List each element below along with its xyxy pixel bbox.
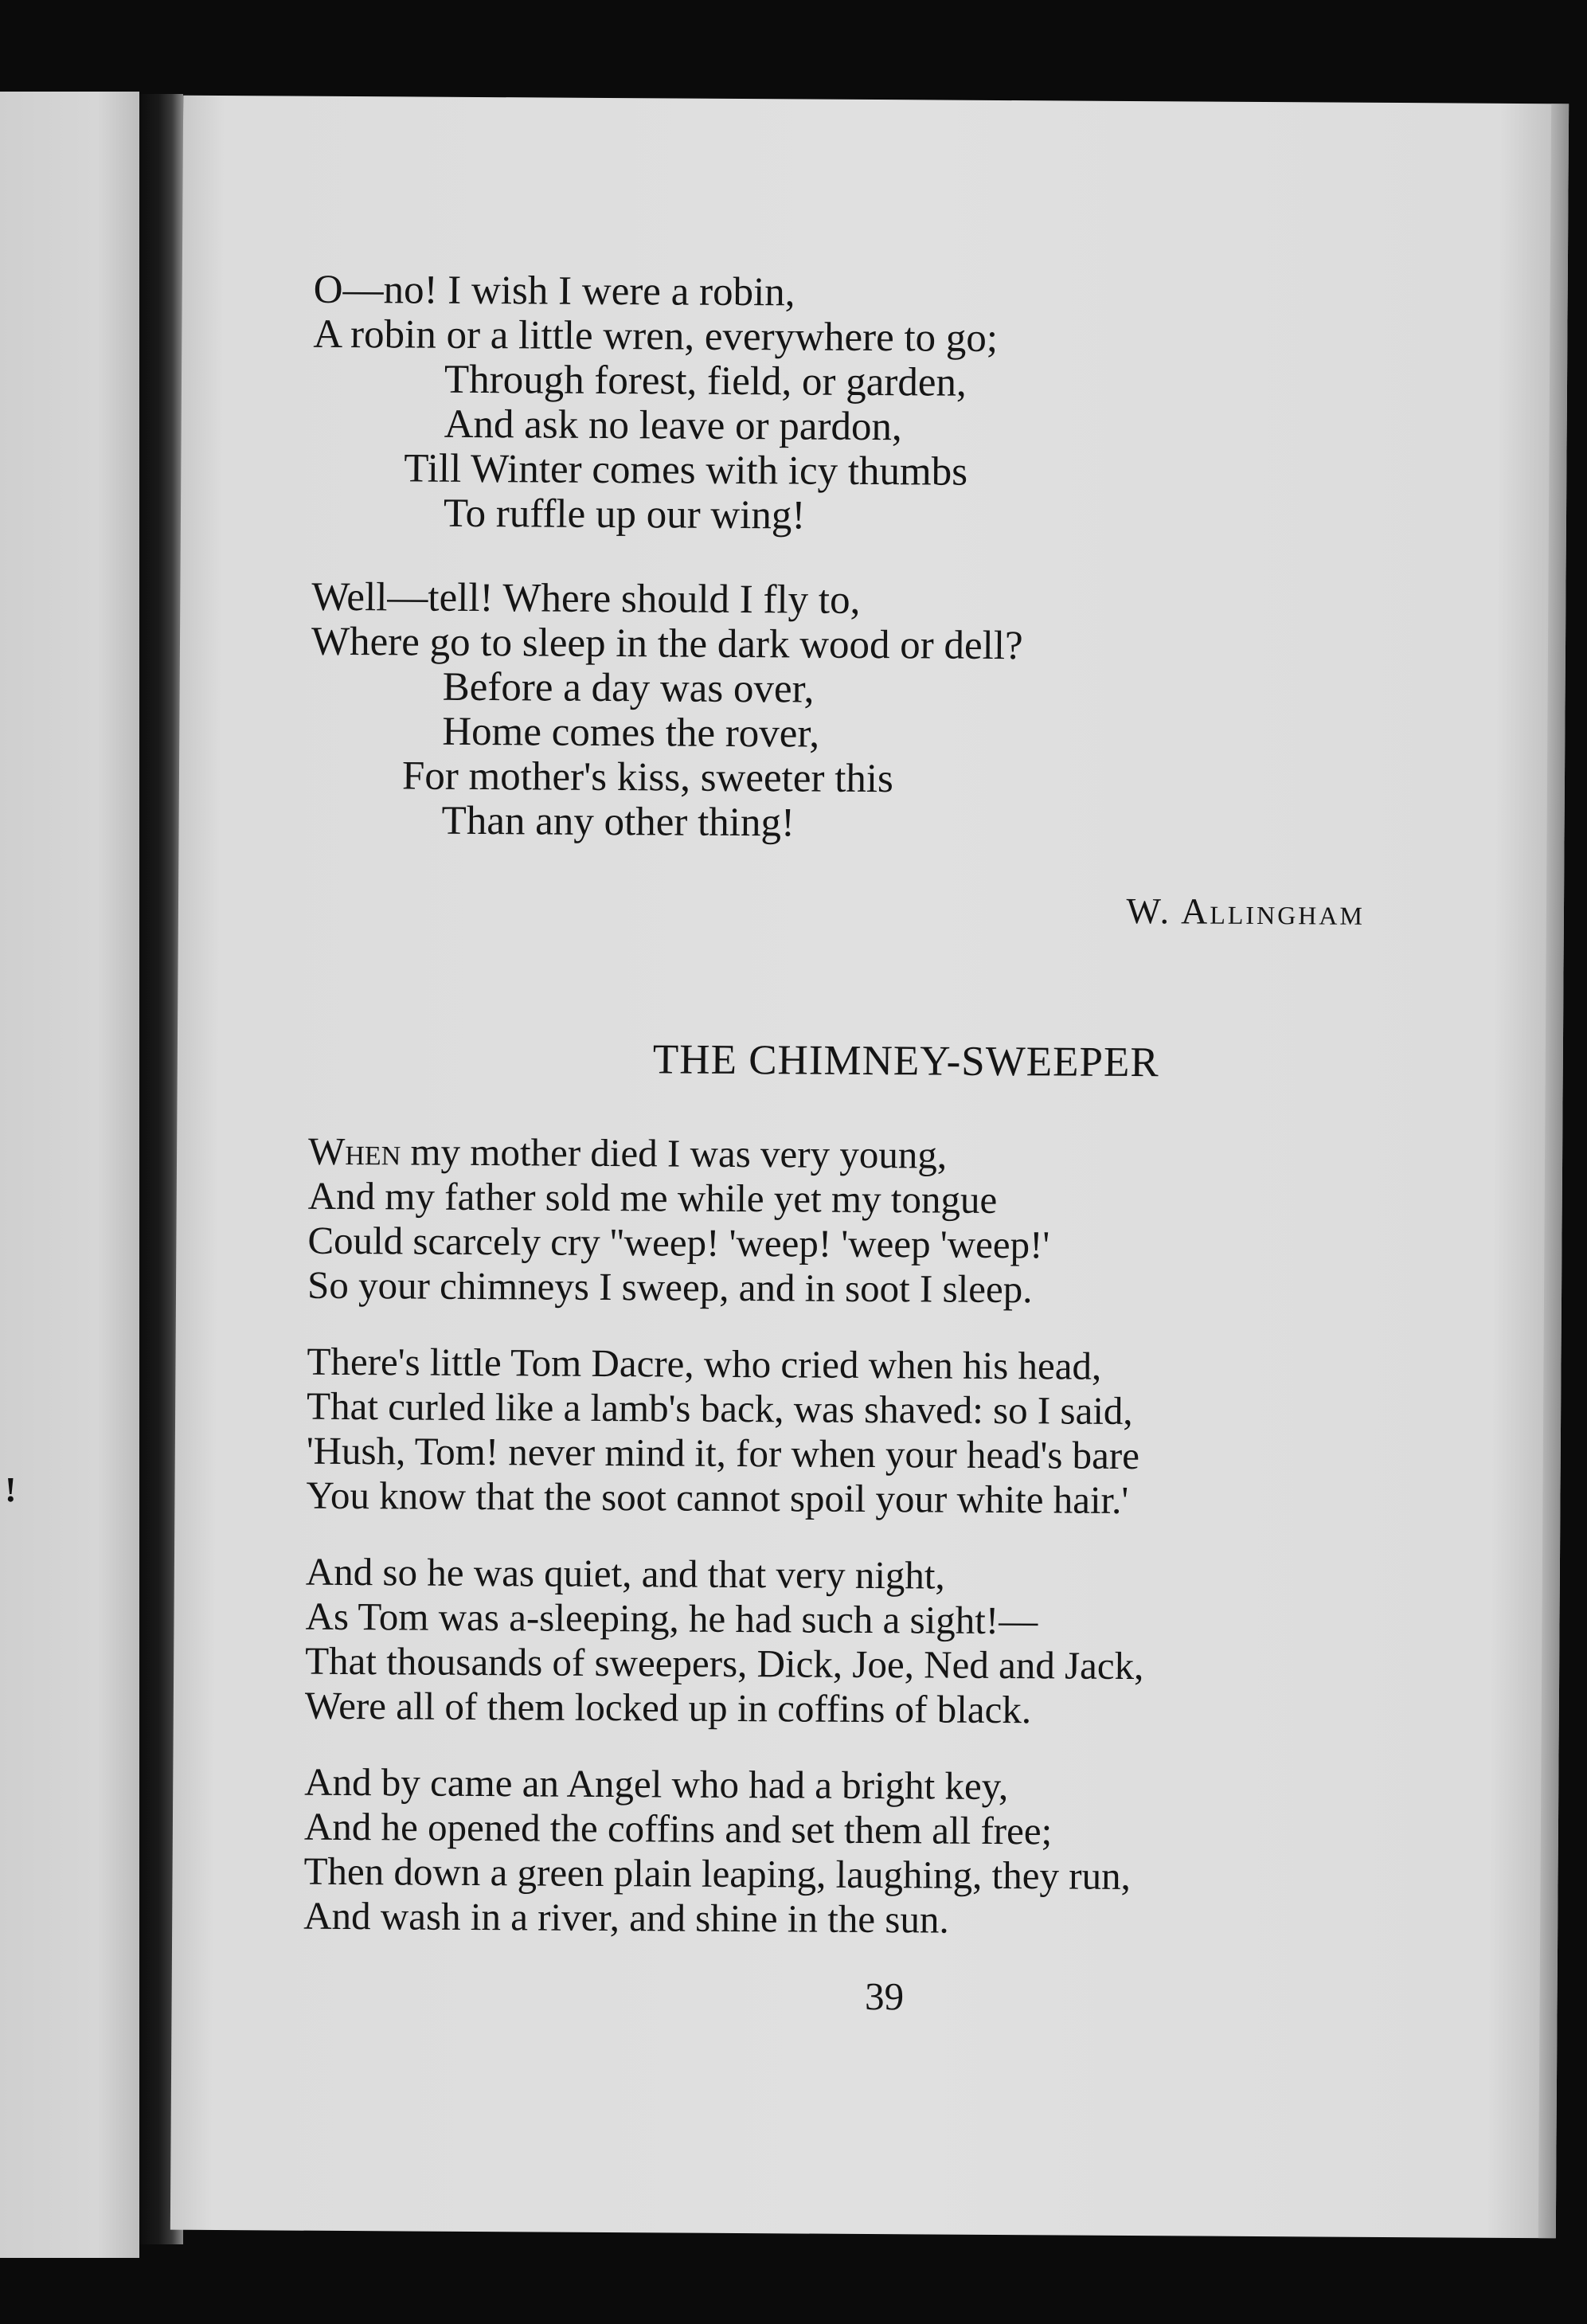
verse-line: Before a day was over, bbox=[442, 664, 815, 712]
verse-line: Then down a green plain leaping, laughing, they run, bbox=[303, 1849, 1131, 1899]
facing-page-mark: ! bbox=[5, 1470, 17, 1509]
stanza bbox=[305, 1550, 1405, 1735]
verse-line-rest: my mother died I was very young, bbox=[401, 1129, 948, 1177]
verse-line: And ask no leave or pardon, bbox=[444, 401, 902, 450]
verse-line: There's little Tom Dacre, who cried when his head, bbox=[307, 1339, 1102, 1388]
page-content bbox=[303, 268, 1412, 2022]
verse-line-first bbox=[308, 1129, 1407, 1180]
scan-bottom-margin bbox=[0, 2262, 1587, 2324]
verse-line: And so he was quiet, and that very night, bbox=[305, 1549, 945, 1598]
verse-line: Could scarcely cry ''weep! 'weep! 'weep 'weep!' bbox=[307, 1218, 1050, 1267]
verse-line: That thousands of sweepers, Dick, Joe, Ned and Jack, bbox=[305, 1638, 1144, 1688]
verse-line: Well—tell! Where should I fly to, bbox=[311, 574, 861, 623]
verse-line: So your chimneys I sweep, and in soot I sleep. bbox=[307, 1262, 1033, 1312]
verse-line: Were all of them locked up in coffins of black. bbox=[304, 1683, 1032, 1732]
stanza bbox=[312, 268, 1413, 542]
stanza bbox=[306, 1340, 1405, 1524]
verse-line: Than any other thing! bbox=[441, 798, 795, 846]
page-number: 39 bbox=[864, 1974, 905, 2019]
verse-line: And he opened the coffins and set them all free; bbox=[303, 1804, 1053, 1853]
verse-line: Through forest, field, or garden, bbox=[444, 357, 967, 405]
poem-robin bbox=[310, 268, 1413, 937]
verse-line: O—no! I wish I were a robin, bbox=[313, 267, 795, 315]
poem-attribution: W. Allingham bbox=[1126, 890, 1366, 933]
verse-line: And by came an Angel who had a bright key, bbox=[304, 1759, 1009, 1809]
verse-line: That curled like a lamb's back, was shaved: so I said, bbox=[306, 1383, 1133, 1434]
verse-line: For mother's kiss, sweeter this bbox=[401, 753, 894, 802]
stanza bbox=[310, 575, 1410, 849]
verse-line: To ruffle up our wing! bbox=[443, 491, 806, 538]
verse-line: As Tom was a-sleeping, he had such a sight!— bbox=[305, 1594, 1038, 1643]
facing-page-edge bbox=[0, 92, 139, 2258]
poem-title: THE CHIMNEY-SWEEPER bbox=[652, 1036, 1159, 1086]
verse-line: And my father sold me while yet my tongue bbox=[307, 1173, 998, 1222]
verse-line: Home comes the rover, bbox=[442, 709, 820, 757]
drop-word: When bbox=[307, 1129, 401, 1174]
verse-line: Till Winter comes with icy thumbs bbox=[404, 446, 968, 495]
verse-line: You know that the soot cannot spoil your white hair.' bbox=[306, 1473, 1129, 1522]
stanza bbox=[303, 1760, 1403, 1945]
page-edge-shadow bbox=[1538, 104, 1569, 2238]
verse-line: A robin or a little wren, everywhere to go; bbox=[313, 311, 999, 361]
poem-chimney-sweeper bbox=[303, 1129, 1407, 1945]
stanza bbox=[307, 1129, 1407, 1314]
verse-line: 'Hush, Tom! never mind it, for when your head's bare bbox=[306, 1428, 1140, 1478]
book-page bbox=[170, 96, 1569, 2239]
verse-line: And wash in a river, and shine in the sun. bbox=[303, 1893, 949, 1942]
verse-line: Where go to sleep in the dark wood or dell? bbox=[311, 619, 1023, 669]
